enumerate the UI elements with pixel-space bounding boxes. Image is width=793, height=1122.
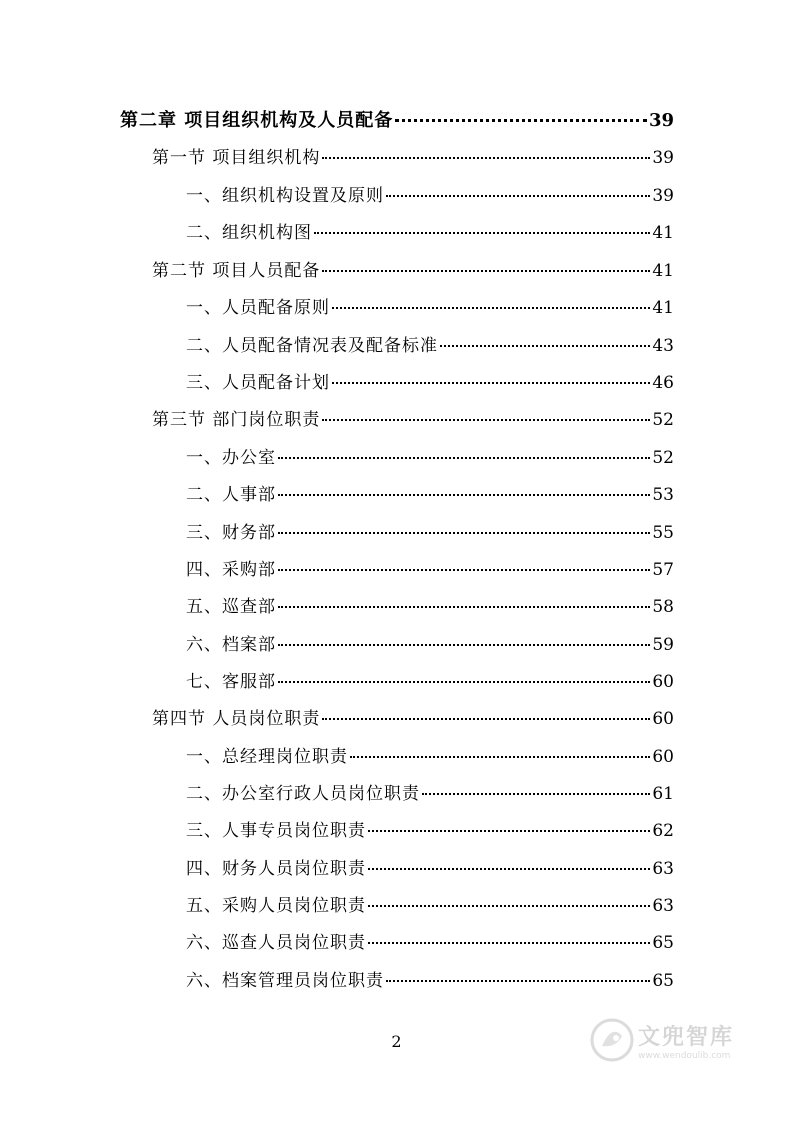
toc-entry-page: 53 [652, 485, 674, 505]
toc-entry-page: 65 [652, 933, 674, 953]
toc-entry-page: 39 [648, 110, 674, 131]
toc-dot-leader [278, 681, 650, 683]
toc-dot-leader [368, 905, 650, 907]
toc-entry-page: 52 [652, 410, 674, 430]
toc-entry-label: 二、组织机构图 [186, 223, 312, 243]
toc-dot-leader [322, 157, 650, 159]
toc-entry-subsection[interactable] [186, 518, 674, 544]
toc-dot-leader [314, 232, 650, 234]
toc-entry-label: 第三节 部门岗位职责 [152, 410, 321, 430]
toc-entry-page: 59 [652, 635, 674, 655]
toc-entry-page: 43 [652, 336, 674, 356]
toc-dot-leader [278, 494, 650, 496]
toc-entry-section[interactable] [152, 405, 674, 431]
toc-entry-page: 60 [652, 672, 674, 692]
toc-dot-leader [278, 532, 650, 534]
toc-dot-leader [440, 345, 650, 347]
toc-entry-subsection[interactable] [186, 555, 674, 581]
toc-entry-label: 三、人员配备计划 [186, 373, 330, 393]
toc-dot-leader [395, 119, 647, 122]
toc-entry-label: 四、采购部 [186, 560, 276, 580]
toc-entry-label: 一、人员配备原则 [186, 298, 330, 318]
toc-entry-subsection[interactable] [186, 742, 674, 768]
toc-entry-subsection[interactable] [186, 480, 674, 506]
toc-entry-page: 60 [652, 709, 674, 729]
toc-dot-leader [322, 718, 650, 720]
toc-entry-chapter[interactable] [120, 106, 674, 132]
toc-entry-subsection[interactable] [186, 667, 674, 693]
watermark-text [638, 1020, 734, 1061]
toc-entry-page: 65 [652, 971, 674, 991]
toc-entry-label: 二、人员配备情况表及配备标准 [186, 336, 438, 356]
toc-entry-label: 第二章 项目组织机构及人员配备 [120, 110, 394, 131]
toc-entry-label: 五、巡查部 [186, 597, 276, 617]
toc-entry-label: 七、客服部 [186, 672, 276, 692]
toc-entry-subsection[interactable] [186, 443, 674, 469]
toc-dot-leader [386, 980, 650, 982]
toc-entry-page: 41 [652, 298, 674, 318]
toc-entry-page: 41 [652, 223, 674, 243]
toc-entry-section[interactable] [152, 143, 674, 169]
toc-dot-leader [368, 942, 650, 944]
toc-entry-label: 三、人事专员岗位职责 [186, 821, 366, 841]
toc-entry-page: 52 [652, 448, 674, 468]
toc-entry-label: 五、采购人员岗位职责 [186, 896, 366, 916]
toc-entry-subsection[interactable] [186, 630, 674, 656]
toc-entry-label: 二、人事部 [186, 485, 276, 505]
toc-entry-label: 一、组织机构设置及原则 [186, 186, 384, 206]
toc-entry-label: 第一节 项目组织机构 [152, 148, 321, 168]
toc-entry-section[interactable] [152, 704, 674, 730]
toc-dot-leader [278, 606, 650, 608]
watermark [590, 1018, 734, 1062]
toc-dot-leader [278, 569, 650, 571]
toc-entry-subsection[interactable] [186, 368, 674, 394]
toc-entry-page: 60 [652, 747, 674, 767]
toc-entry-subsection[interactable] [186, 181, 674, 207]
toc-entry-page: 55 [652, 523, 674, 543]
watermark-title: 文兜智库 [638, 1024, 735, 1050]
toc-dot-leader [368, 868, 650, 870]
toc-entry-page: 41 [652, 261, 674, 281]
toc-entry-page: 63 [652, 896, 674, 916]
toc-entry-subsection[interactable] [186, 816, 674, 842]
toc-entry-label: 六、档案管理员岗位职责 [186, 971, 384, 991]
toc-entry-subsection[interactable] [186, 218, 674, 244]
toc-dot-leader [278, 457, 650, 459]
toc-dot-leader [278, 644, 650, 646]
toc-entry-page: 58 [652, 597, 674, 617]
toc-dot-leader [386, 195, 650, 197]
toc-entry-subsection[interactable] [186, 891, 674, 917]
watermark-url: www.wendoulib.com [638, 1050, 731, 1061]
toc-dot-leader [350, 756, 650, 758]
toc-entry-subsection[interactable] [186, 854, 674, 880]
toc-entry-page: 63 [652, 859, 674, 879]
toc-entry-section[interactable] [152, 256, 674, 282]
toc-dot-leader [322, 419, 650, 421]
toc-entry-page: 57 [652, 560, 674, 580]
toc-dot-leader [332, 307, 650, 309]
toc-dot-leader [422, 793, 650, 795]
toc-entry-label: 第四节 人员岗位职责 [152, 709, 321, 729]
toc-entry-label: 二、办公室行政人员岗位职责 [186, 784, 420, 804]
toc-entry-subsection[interactable] [186, 928, 674, 954]
toc-entry-page: 61 [652, 784, 674, 804]
toc-entry-label: 第二节 项目人员配备 [152, 261, 321, 281]
toc-entry-page: 39 [652, 148, 674, 168]
toc-entry-page: 46 [652, 373, 674, 393]
toc-entry-page: 39 [652, 186, 674, 206]
toc-entry-label: 六、档案部 [186, 635, 276, 655]
wendou-logo-icon [590, 1018, 634, 1062]
toc-entry-label: 三、财务部 [186, 523, 276, 543]
toc-entry-subsection[interactable] [186, 592, 674, 618]
toc-entry-subsection[interactable] [186, 779, 674, 805]
toc-dot-leader [368, 830, 650, 832]
toc-entry-subsection[interactable] [186, 966, 674, 992]
toc-entry-subsection[interactable] [186, 293, 674, 319]
toc-dot-leader [322, 270, 650, 272]
toc-entry-label: 四、财务人员岗位职责 [186, 859, 366, 879]
toc-entry-label: 六、巡查人员岗位职责 [186, 933, 366, 953]
toc-entry-label: 一、办公室 [186, 448, 276, 468]
toc-entry-label: 一、总经理岗位职责 [186, 747, 348, 767]
toc-entry-page: 62 [652, 821, 674, 841]
page-number: 2 [391, 1032, 402, 1051]
toc-dot-leader [332, 382, 650, 384]
toc-entry-subsection[interactable] [186, 331, 674, 357]
